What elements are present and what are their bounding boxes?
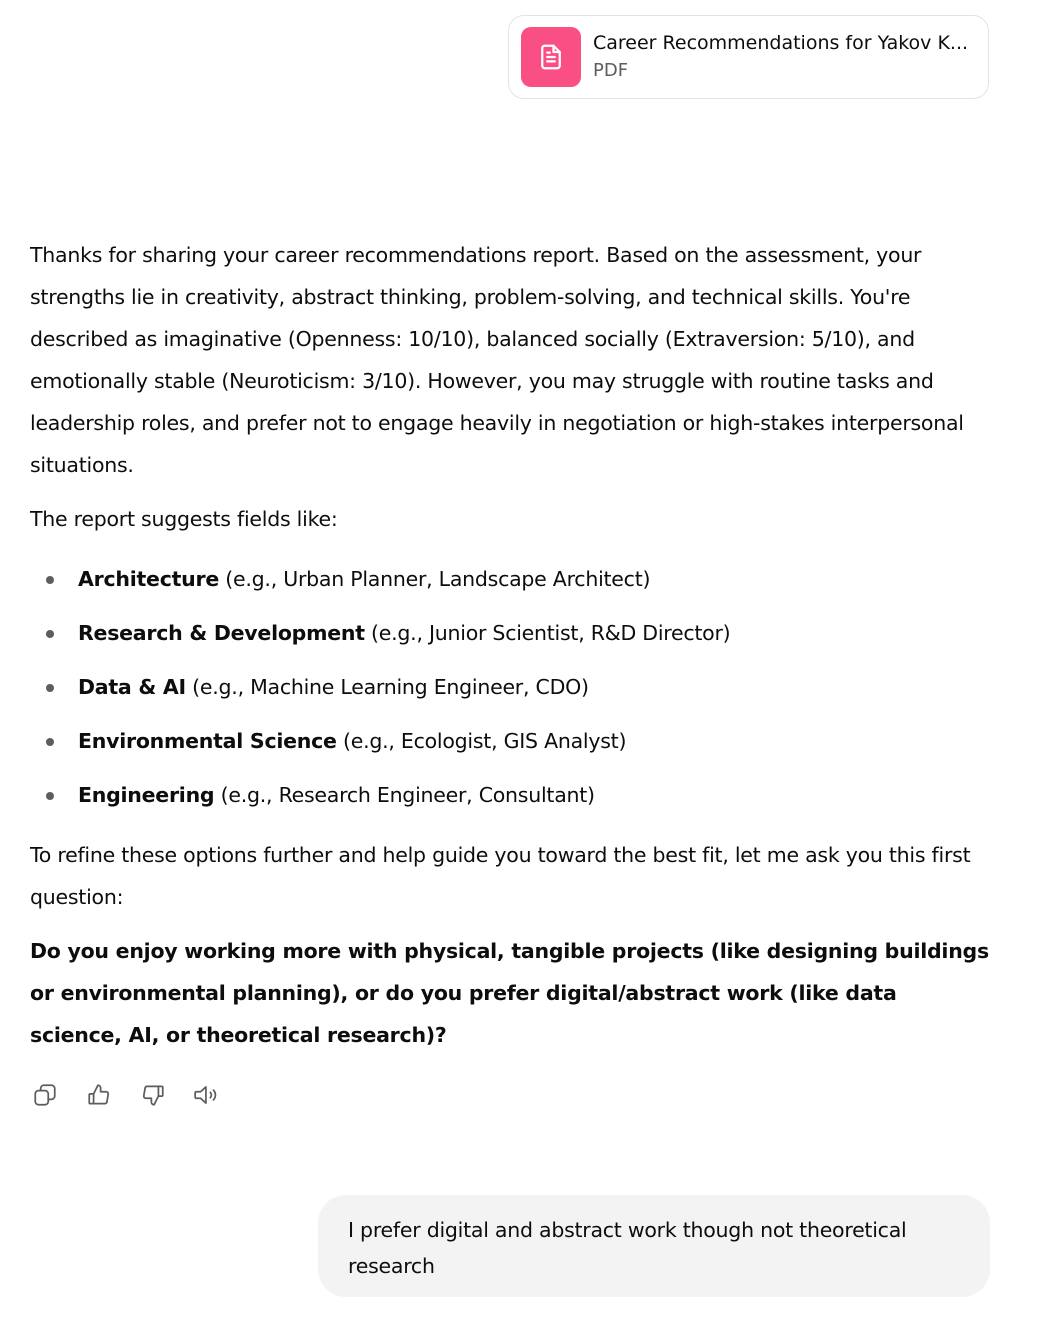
field-examples: (e.g., Machine Learning Engineer, CDO)	[185, 675, 589, 699]
bullet-icon	[46, 792, 54, 800]
question-paragraph: Do you enjoy working more with physical, tangible projects (like designing buildings or environmental planning), or do you prefer digital/abstract work (like data science, AI, or theoretical research)?	[30, 939, 989, 1047]
thumbs-up-icon[interactable]	[84, 1080, 114, 1110]
assistant-message	[30, 234, 995, 1056]
list-item	[30, 714, 995, 768]
field-name: Environmental Science	[78, 729, 337, 753]
list-item	[30, 552, 995, 606]
field-examples: (e.g., Ecologist, GIS Analyst)	[336, 729, 627, 753]
copy-icon[interactable]	[30, 1080, 60, 1110]
fields-list	[30, 552, 995, 822]
field-examples: (e.g., Urban Planner, Landscape Architect)	[219, 567, 651, 591]
user-message: I prefer digital and abstract work though not theoretical research	[318, 1195, 990, 1297]
message-actions	[30, 1080, 222, 1110]
attachment-name: Career Recommendations for Yakov K...	[593, 32, 969, 54]
list-item	[30, 660, 995, 714]
field-examples: (e.g., Junior Scientist, R&D Director)	[364, 621, 731, 645]
field-name: Architecture	[78, 567, 220, 591]
list-item	[30, 606, 995, 660]
bullet-icon	[46, 576, 54, 584]
field-name: Engineering	[78, 783, 215, 807]
bullet-icon	[46, 738, 54, 746]
field-name: Research & Development	[78, 621, 365, 645]
read-aloud-icon[interactable]	[192, 1080, 222, 1110]
field-name: Data & AI	[78, 675, 186, 699]
document-icon	[521, 27, 581, 87]
refine-paragraph: To refine these options further and help guide you toward the best fit, let me ask you this first question:	[30, 843, 971, 909]
bullet-icon	[46, 684, 54, 692]
attachment-card[interactable]	[508, 15, 989, 99]
field-examples: (e.g., Research Engineer, Consultant)	[214, 783, 595, 807]
bullet-icon	[46, 630, 54, 638]
fields-lead: The report suggests fields like:	[30, 507, 338, 531]
attachment-type: PDF	[593, 60, 629, 81]
list-item	[30, 768, 995, 822]
intro-paragraph: Thanks for sharing your career recommendations report. Based on the assessment, your strengths lie in creativity, abstract thinking, problem-solving, and technical skills. You're described as imaginative (Openness: 10/10), balanced socially (Extraversion: 5/10), and emotionally stable (Neuroticism: 3/10). However, you may struggle with routine tasks and leadership roles, and prefer not to engage heavily in negotiation or high-stakes interpersonal situations.	[30, 243, 964, 477]
thumbs-down-icon[interactable]	[138, 1080, 168, 1110]
